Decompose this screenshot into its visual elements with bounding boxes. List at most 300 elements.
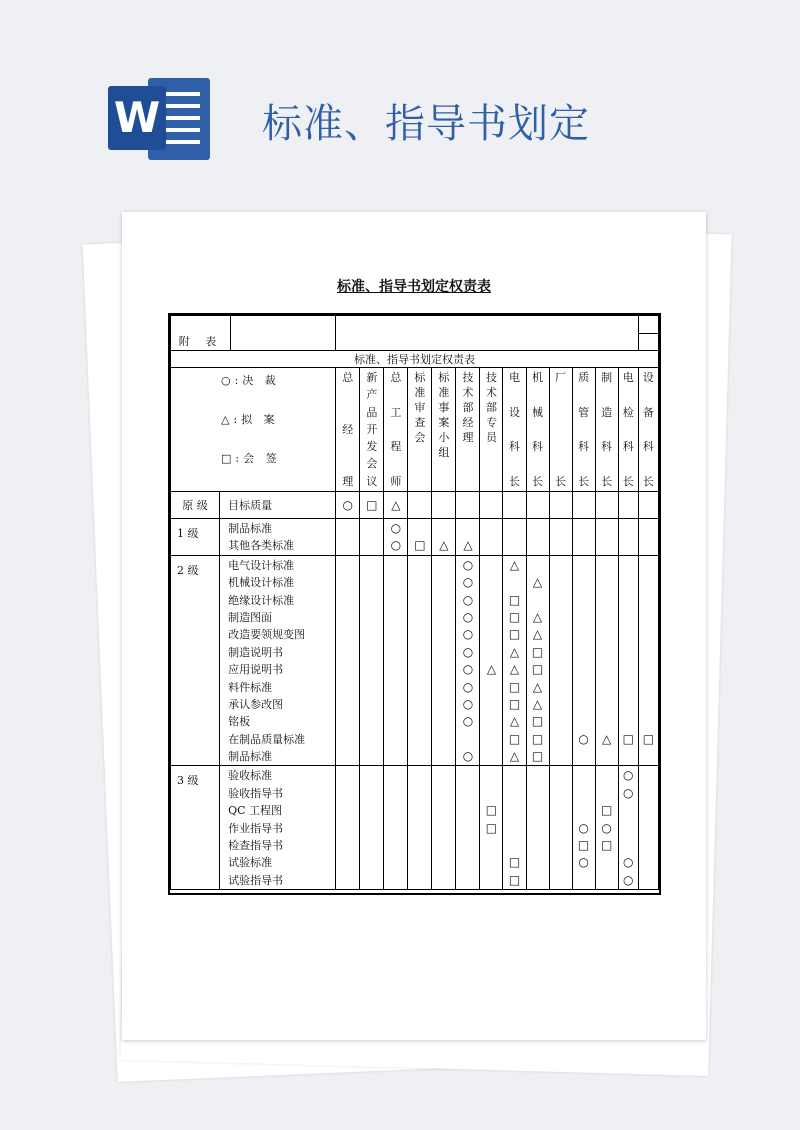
mark-cell <box>639 592 658 609</box>
mark-cell <box>573 696 595 713</box>
mark-cell: △ <box>439 538 449 553</box>
mark-column <box>503 519 526 556</box>
mark-cell <box>550 748 572 765</box>
mark-cell <box>480 609 502 626</box>
column-header-text <box>480 371 502 488</box>
mark-cell <box>384 696 407 713</box>
mark-cell <box>336 644 359 661</box>
column-header-char: 开 <box>366 422 378 436</box>
column-header-char: 案 <box>438 416 450 429</box>
mark-cell <box>639 837 658 854</box>
column-header <box>618 368 638 492</box>
mark-cell: ○ <box>578 855 589 870</box>
mark-cell <box>503 520 525 537</box>
mark-cell <box>619 520 638 537</box>
mark-cell <box>550 537 572 554</box>
mark-column <box>549 519 572 556</box>
mark-cell <box>480 592 502 609</box>
mark-cell: □ <box>485 820 498 835</box>
mark-cell <box>619 537 638 554</box>
column-header-text <box>456 371 479 488</box>
mark-column <box>618 766 638 890</box>
item-list <box>220 519 336 556</box>
column-header-char: 经 <box>462 416 474 429</box>
mark-cell <box>360 537 383 554</box>
mark-cell <box>639 679 658 696</box>
mark-cell: ○ <box>601 820 612 835</box>
mark-column <box>618 519 638 556</box>
item-name: 试验指导书 <box>228 873 284 887</box>
column-header-char: 术 <box>485 386 497 399</box>
mark-column <box>384 519 408 556</box>
mark-cell: ○ <box>462 644 474 659</box>
column-header-char: 长 <box>642 474 654 488</box>
mark-cell <box>408 520 431 537</box>
mark-cell <box>573 644 595 661</box>
column-header-char: 准 <box>438 386 450 399</box>
mark-cell: □ <box>508 679 521 694</box>
column-header-char: 工 <box>390 405 402 419</box>
mark-cell: □ <box>642 731 655 746</box>
legend-item: △:拟 案 <box>221 413 279 426</box>
level-label: 3 级 <box>171 766 220 890</box>
column-header-char: 发 <box>366 440 378 454</box>
mark-column <box>456 519 480 556</box>
mark-cell <box>573 679 595 696</box>
mark-cell <box>480 644 502 661</box>
mark-cell <box>360 854 383 871</box>
mark-column <box>360 519 384 556</box>
column-header-text <box>639 371 658 488</box>
mark-column <box>503 766 526 890</box>
item-name: 承认参改图 <box>228 697 284 711</box>
mark-cell <box>527 767 549 784</box>
mark-cell <box>336 661 359 678</box>
mark-cell <box>432 872 455 889</box>
mark-cell <box>619 626 638 643</box>
mark-cell <box>360 520 383 537</box>
column-header-char: 管 <box>578 405 590 419</box>
mark-cell <box>596 574 618 591</box>
mark-cell <box>573 557 595 574</box>
mark-column <box>480 766 503 890</box>
mark-cell <box>480 748 502 765</box>
mark-cell <box>336 609 359 626</box>
mark-cell <box>550 696 572 713</box>
mark-cell <box>336 854 359 871</box>
mark-cell <box>573 785 595 802</box>
item-name: 检查指导书 <box>228 839 284 853</box>
mark-cell <box>480 696 502 713</box>
mark-cell <box>619 679 638 696</box>
mark-cell <box>384 872 407 889</box>
mark-cell <box>503 802 525 819</box>
mark-cell: □ <box>508 592 521 607</box>
mark-cell <box>408 574 431 591</box>
mark-cell <box>432 644 455 661</box>
column-header-char: 长 <box>622 474 634 488</box>
mark-cell <box>550 785 572 802</box>
mark-cell <box>619 574 638 591</box>
mark-cell <box>639 696 658 713</box>
mark-cell <box>596 679 618 696</box>
column-header-char: 长 <box>509 474 520 488</box>
document-title: 标准、指导书划定权责表 <box>337 279 491 295</box>
mark-cell: △ <box>509 714 520 729</box>
attachment-cell <box>171 316 336 351</box>
column-header <box>638 368 658 492</box>
mark-cell <box>549 492 572 519</box>
mark-cell <box>360 802 383 819</box>
mark-column <box>360 555 384 766</box>
column-header-text <box>527 371 549 488</box>
mark-cell <box>432 492 456 519</box>
mark-column <box>572 519 595 556</box>
mark-cell <box>639 854 658 871</box>
item-name: 铭板 <box>228 715 251 729</box>
column-header-char: 会 <box>366 457 378 471</box>
mark-column <box>526 555 549 766</box>
item-name: 制造说明书 <box>228 645 284 659</box>
mark-cell <box>619 557 638 574</box>
column-header-text <box>360 371 383 488</box>
mark-cell <box>432 679 455 696</box>
mark-column <box>549 766 572 890</box>
mark-cell <box>480 679 502 696</box>
item-name: 机械设计标准 <box>228 576 295 590</box>
mark-cell <box>480 785 502 802</box>
mark-cell <box>639 785 658 802</box>
mark-cell <box>527 872 549 889</box>
mark-cell <box>480 537 502 554</box>
column-header-text <box>408 371 431 488</box>
mark-cell <box>480 713 502 730</box>
mark-cell <box>527 537 549 554</box>
mark-cell <box>336 537 359 554</box>
mark-cell <box>336 731 359 748</box>
table-subtitle: 标准、指导书划定权责表 <box>171 351 659 368</box>
item-name: 在制品质量标准 <box>228 732 306 746</box>
mark-column <box>432 766 456 890</box>
column-header-char: 品 <box>366 405 378 419</box>
column-header-char: 科 <box>622 440 634 454</box>
column-header-char: 长 <box>578 474 590 488</box>
mark-column <box>432 555 456 766</box>
column-header <box>360 368 384 492</box>
mark-column <box>432 519 456 556</box>
mark-cell <box>336 713 359 730</box>
mark-cell <box>639 748 658 765</box>
mark-cell <box>456 802 479 819</box>
mark-cell <box>408 713 431 730</box>
mark-cell <box>619 820 638 837</box>
legend <box>171 368 336 492</box>
item-name: 验收指导书 <box>228 786 284 800</box>
mark-cell <box>408 557 431 574</box>
mark-cell <box>360 748 383 765</box>
mark-cell: □ <box>600 803 613 818</box>
column-header-char: 机 <box>532 371 544 384</box>
mark-cell: □ <box>485 803 498 818</box>
column-header-char: 产 <box>366 388 378 402</box>
mark-cell <box>480 492 503 519</box>
mark-cell <box>550 661 572 678</box>
mark-column <box>638 519 658 556</box>
mark-cell <box>527 557 549 574</box>
mark-cell <box>408 609 431 626</box>
column-header-text <box>432 371 455 488</box>
mark-cell <box>408 492 432 519</box>
mark-column <box>456 555 480 766</box>
mark-cell <box>336 820 359 837</box>
mark-cell <box>596 748 618 765</box>
mark-column <box>384 766 408 890</box>
mark-cell <box>384 609 407 626</box>
mark-cell <box>456 820 479 837</box>
column-header-char: 准 <box>414 386 426 399</box>
mark-cell: □ <box>622 731 634 746</box>
mark-cell <box>639 520 658 537</box>
mark-cell <box>360 785 383 802</box>
mark-column <box>549 555 572 766</box>
column-header-char: 电 <box>509 371 520 384</box>
mark-cell <box>360 574 383 591</box>
mark-cell <box>360 644 383 661</box>
column-header <box>432 368 456 492</box>
mark-cell <box>384 785 407 802</box>
mark-cell: ○ <box>462 749 474 764</box>
mark-cell <box>384 837 407 854</box>
mark-cell <box>619 609 638 626</box>
mark-cell <box>360 609 383 626</box>
mark-cell <box>596 854 618 871</box>
level-label: 1 级 <box>171 519 220 556</box>
mark-cell: ○ <box>462 714 474 729</box>
mark-cell: □ <box>600 838 613 853</box>
mark-cell <box>336 785 359 802</box>
mark-cell: △ <box>532 575 543 590</box>
mark-cell <box>336 748 359 765</box>
mark-cell <box>619 802 638 819</box>
level-label: 原 级 <box>171 492 220 519</box>
mark-cell <box>336 592 359 609</box>
mark-cell <box>408 592 431 609</box>
mark-cell <box>384 731 407 748</box>
mark-cell <box>596 592 618 609</box>
column-header-char: 科 <box>642 440 654 454</box>
mark-cell <box>639 609 658 626</box>
mark-cell <box>618 492 638 519</box>
mark-cell: △ <box>532 679 543 694</box>
column-header-char: 标 <box>438 371 450 384</box>
column-header-text <box>384 371 407 488</box>
mark-cell <box>360 696 383 713</box>
mark-cell: ○ <box>462 609 474 624</box>
mark-cell <box>526 492 549 519</box>
column-header-text <box>596 371 618 488</box>
column-header-char: 事 <box>438 401 450 414</box>
mark-cell <box>527 520 549 537</box>
column-header <box>549 368 572 492</box>
mark-cell <box>639 574 658 591</box>
mark-cell <box>384 661 407 678</box>
mark-cell <box>595 492 618 519</box>
item-name: 电气设计标准 <box>228 558 295 572</box>
mark-cell <box>336 767 359 784</box>
mark-cell: □ <box>531 749 544 764</box>
mark-cell <box>432 802 455 819</box>
column-header-char: 理 <box>462 431 474 444</box>
mark-cell <box>432 520 455 537</box>
mark-cell <box>550 802 572 819</box>
mark-cell <box>360 837 383 854</box>
mark-column <box>572 555 595 766</box>
mark-cell <box>550 713 572 730</box>
mark-column <box>572 766 595 890</box>
mark-cell: ○ <box>462 696 474 711</box>
mark-cell <box>639 661 658 678</box>
mark-cell <box>639 802 658 819</box>
mark-column <box>618 555 638 766</box>
mark-cell <box>573 626 595 643</box>
column-header-char: 制 <box>601 371 613 384</box>
mark-cell <box>360 767 383 784</box>
mark-cell <box>480 574 502 591</box>
responsibility-table-frame <box>168 313 661 895</box>
item-list <box>220 555 336 766</box>
mark-cell <box>573 872 595 889</box>
mark-cell: ○ <box>336 492 360 519</box>
mark-cell <box>480 520 502 537</box>
mark-cell <box>619 748 638 765</box>
mark-cell <box>432 748 455 765</box>
mark-cell <box>573 592 595 609</box>
mark-cell <box>384 802 407 819</box>
item-name: QC 工程图 <box>228 804 283 818</box>
mark-cell <box>408 837 431 854</box>
mark-cell <box>384 644 407 661</box>
mark-cell <box>619 696 638 713</box>
column-header-char: 组 <box>438 446 450 459</box>
mark-cell: □ <box>577 838 590 853</box>
column-header-char: 电 <box>622 371 634 384</box>
level-group-row <box>171 555 659 766</box>
banner-title: 标准、指导书划定 <box>262 101 590 147</box>
mark-cell: □ <box>508 731 521 746</box>
mark-cell <box>596 644 618 661</box>
mark-cell: △ <box>384 492 408 519</box>
column-header-char: 标 <box>414 371 426 384</box>
mark-cell <box>384 854 407 871</box>
mark-column <box>503 555 526 766</box>
column-header <box>384 368 408 492</box>
column-header <box>595 368 618 492</box>
mark-cell <box>432 767 455 784</box>
mark-cell <box>408 696 431 713</box>
item-name: 作业指导书 <box>228 821 284 835</box>
mark-cell: □ <box>531 714 544 729</box>
mark-cell <box>503 492 526 519</box>
mark-cell <box>550 731 572 748</box>
mark-cell <box>456 731 479 748</box>
mark-cell <box>480 837 502 854</box>
mark-cell <box>503 820 525 837</box>
mark-cell <box>360 626 383 643</box>
mark-cell <box>408 802 431 819</box>
column-header-text <box>336 371 359 488</box>
mark-cell <box>550 820 572 837</box>
column-header-text <box>550 371 572 488</box>
mark-column <box>526 519 549 556</box>
item-name: 其他各类标准 <box>228 539 295 553</box>
mark-cell <box>596 872 618 889</box>
mark-cell <box>384 679 407 696</box>
item-list <box>220 766 336 890</box>
mark-cell <box>360 872 383 889</box>
mark-cell <box>480 767 502 784</box>
mark-cell <box>360 661 383 678</box>
mark-cell <box>527 592 549 609</box>
mark-cell <box>456 854 479 871</box>
mark-cell <box>639 626 658 643</box>
mark-cell: ○ <box>462 575 474 590</box>
column-header-char: 长 <box>555 474 567 488</box>
mark-cell <box>336 679 359 696</box>
column-header-char: 设 <box>509 405 520 419</box>
mark-cell <box>384 713 407 730</box>
document-page <box>122 212 706 1040</box>
mark-cell: ○ <box>623 768 634 783</box>
mark-cell <box>550 872 572 889</box>
mark-cell <box>503 537 525 554</box>
column-header-char: 科 <box>509 440 520 454</box>
column-header-char: 经 <box>342 422 354 436</box>
mark-cell <box>527 802 549 819</box>
mark-cell <box>596 537 618 554</box>
mark-cell <box>480 731 502 748</box>
mark-cell <box>336 626 359 643</box>
mark-column <box>480 555 503 766</box>
mark-cell <box>408 767 431 784</box>
mark-cell <box>384 557 407 574</box>
mark-cell <box>550 837 572 854</box>
mark-cell <box>360 731 383 748</box>
mark-cell <box>573 661 595 678</box>
column-header <box>480 368 503 492</box>
mark-cell <box>432 713 455 730</box>
mark-cell <box>573 767 595 784</box>
mark-cell <box>432 592 455 609</box>
mark-cell <box>619 592 638 609</box>
mark-cell <box>596 661 618 678</box>
mark-cell <box>639 820 658 837</box>
column-header-char: 总 <box>390 371 402 384</box>
mark-cell <box>408 854 431 871</box>
mark-column <box>408 766 432 890</box>
mark-cell <box>336 696 359 713</box>
mark-cell: △ <box>532 696 543 711</box>
mark-cell: □ <box>414 538 426 553</box>
mark-cell: △ <box>509 557 520 572</box>
mark-cell <box>456 767 479 784</box>
item-name: 制造图面 <box>228 610 273 624</box>
mark-cell <box>503 785 525 802</box>
mark-cell <box>408 679 431 696</box>
column-header-char: 械 <box>532 405 544 419</box>
mark-cell <box>573 802 595 819</box>
mark-cell <box>596 785 618 802</box>
table-row <box>171 492 659 519</box>
